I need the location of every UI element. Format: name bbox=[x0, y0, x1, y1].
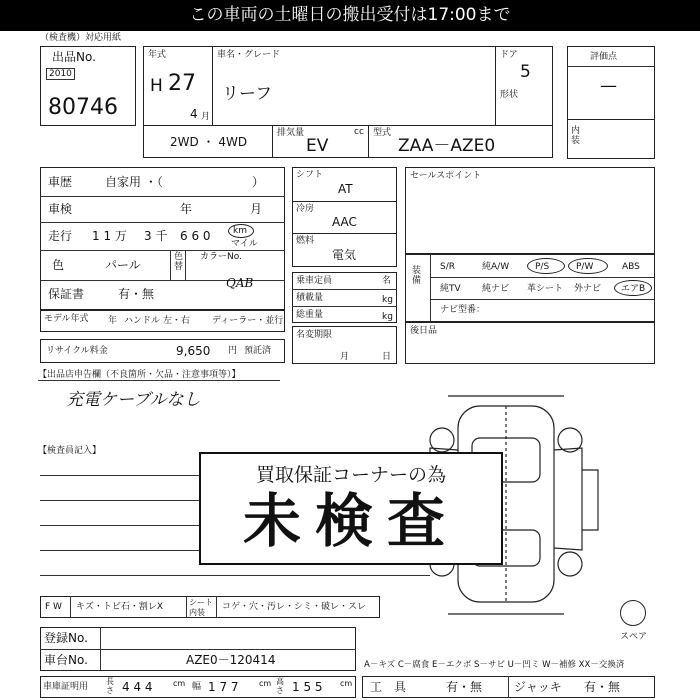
fuel-label: 燃料 bbox=[296, 236, 315, 246]
equip-ps: P/S bbox=[535, 262, 550, 272]
history-close: ） bbox=[252, 175, 265, 189]
capacity-gross-unit: kg bbox=[382, 312, 393, 322]
fw-label: F W bbox=[45, 602, 62, 612]
certificate-label: 車庫証明用 bbox=[43, 682, 89, 692]
mileage-label: 走行 bbox=[48, 229, 73, 243]
year-month-unit: 月 bbox=[201, 112, 211, 122]
name-change-day: 日 bbox=[382, 352, 392, 362]
dealer-text: ディーラー・並行 bbox=[212, 316, 284, 326]
car-name-label: 車名・グレード bbox=[217, 50, 281, 60]
equip-navi: 純ナビ bbox=[482, 284, 510, 294]
tools-value: 有・無 bbox=[446, 680, 483, 694]
mileage-sen: 3 千 bbox=[144, 229, 168, 243]
mileage-man: 1 1 万 bbox=[92, 229, 127, 243]
capacity-passengers-unit: 名 bbox=[382, 276, 392, 286]
inspection-label: 車検 bbox=[48, 202, 73, 216]
damage-legend: A－キズ C－腐食 E－エクボ S－サビ U－凹ミ W－補修 XX－交換済 bbox=[364, 660, 625, 670]
car-name-value: リーフ bbox=[222, 84, 273, 104]
lot-number-value: 80746 bbox=[48, 95, 118, 120]
unchecked-stamp bbox=[199, 452, 503, 565]
displacement-unit: cc bbox=[354, 127, 364, 137]
shift-label: シフト bbox=[296, 170, 324, 180]
displacement-value: EV bbox=[306, 136, 329, 156]
equip-airbag: エアB bbox=[621, 284, 646, 294]
equip-sr: S/R bbox=[440, 262, 455, 272]
warranty-label: 保証書 bbox=[48, 287, 85, 301]
year-month: 4 bbox=[190, 107, 198, 121]
equip-abs: ABS bbox=[622, 262, 640, 272]
post-fit-label: 後日品 bbox=[410, 326, 438, 336]
doors-value: 5 bbox=[520, 62, 531, 82]
ac-value: AAC bbox=[332, 215, 357, 229]
name-change-label: 名変期限 bbox=[296, 330, 333, 340]
color-change-label: 色替 bbox=[174, 252, 184, 272]
chassis-value: AZE0－120414 bbox=[186, 653, 276, 667]
jack-label: ジャッキ bbox=[514, 680, 562, 694]
form-header-text: （検査機）対応用紙 bbox=[40, 33, 122, 43]
registration-label: 登録No. bbox=[44, 631, 88, 645]
lot-number-label: 出品No. bbox=[52, 50, 96, 64]
equip-navi-model: ナビ型番： bbox=[440, 305, 486, 315]
equip-tv: 純TV bbox=[440, 284, 461, 294]
sales-point-label: セールスポイント bbox=[410, 171, 482, 181]
mileage-mile: マイル bbox=[231, 239, 258, 249]
stamp-line2: 未検査 bbox=[242, 487, 459, 555]
ac-label: 冷房 bbox=[296, 204, 315, 214]
tools-label: 工 具 bbox=[370, 680, 407, 694]
capacity-gross-label: 総重量 bbox=[296, 310, 324, 320]
color-value: パール bbox=[105, 258, 141, 272]
drive-value: 2WD ・ 4WD bbox=[170, 135, 248, 149]
width-unit: cm bbox=[259, 679, 272, 688]
capacity-passengers-label: 乗車定員 bbox=[296, 276, 333, 286]
equip-ext-navi: 外ナビ bbox=[574, 284, 602, 294]
history-label: 車歴 bbox=[48, 175, 73, 189]
height-value: 1 5 5 bbox=[292, 680, 323, 694]
capacity-load-unit: kg bbox=[382, 295, 393, 305]
saturday-pickup-banner: この車両の土曜日の搬出受付は17:00まで bbox=[0, 0, 700, 31]
interior-label: 内装 bbox=[571, 126, 581, 146]
spare-label: スペア bbox=[620, 632, 648, 642]
score-value: — bbox=[600, 76, 617, 96]
score-label: 評価点 bbox=[590, 52, 618, 62]
mileage-rest: 6 6 0 bbox=[180, 229, 211, 243]
lot-tag: 2010 bbox=[46, 68, 75, 80]
equip-leather: 革シート bbox=[527, 284, 564, 294]
stamp-line1: 買取保証コーナーの為 bbox=[255, 464, 446, 486]
displacement-label: 排気量 bbox=[277, 128, 305, 138]
recycle-value: 9,650 bbox=[176, 344, 211, 358]
history-value: 自家用 ・（ bbox=[105, 175, 163, 189]
seat-text: コゲ・穴・汚レ・シミ・破レ・スレ bbox=[222, 602, 367, 612]
declaration-note: 充電ケーブルなし bbox=[66, 390, 201, 410]
model-type-label: モデル年式 bbox=[44, 314, 89, 324]
height-label: 高さ bbox=[276, 677, 284, 695]
fw-text: キズ・トビ石・割レX bbox=[76, 602, 163, 612]
color-label: 色 bbox=[52, 258, 65, 272]
year-label: 年式 bbox=[148, 50, 167, 60]
handle-text: ハンドル 左・右 bbox=[124, 316, 190, 326]
jack-value: 有・無 bbox=[584, 680, 621, 694]
doors-label: ドア bbox=[500, 50, 518, 60]
model-type-year: 年 bbox=[108, 316, 118, 326]
height-unit: cm bbox=[340, 679, 353, 688]
seat-label: シート内装 bbox=[189, 598, 213, 617]
color-code-value: QAB bbox=[226, 276, 254, 290]
declaration-label: 【出品店申告欄（不良箇所・欠品・注意事項等）】 bbox=[38, 370, 241, 380]
inspection-year: 年 bbox=[180, 202, 193, 216]
width-value: 1 7 7 bbox=[208, 680, 239, 694]
inspection-month: 月 bbox=[250, 202, 263, 216]
color-code-label: カラーNo. bbox=[200, 252, 242, 262]
equip-pw: P/W bbox=[576, 262, 594, 272]
length-unit: cm bbox=[173, 679, 186, 688]
fuel-value: 電気 bbox=[332, 248, 357, 262]
warranty-value: 有・無 bbox=[118, 287, 155, 301]
inspector-label: 【検査員記入】 bbox=[38, 446, 102, 456]
name-change-month: 月 bbox=[340, 352, 350, 362]
chassis-label: 車台No. bbox=[44, 653, 88, 667]
length-label: 長さ bbox=[106, 677, 114, 695]
mileage-km: km bbox=[233, 226, 247, 236]
width-label: 幅 bbox=[192, 682, 202, 692]
shift-value: AT bbox=[338, 182, 353, 196]
length-value: 4 4 4 bbox=[122, 680, 153, 694]
capacity-load-label: 積載量 bbox=[296, 293, 324, 303]
model-value: ZAA－AZE0 bbox=[398, 136, 496, 156]
equip-aw: 純A/W bbox=[482, 262, 510, 272]
post-fit-cell bbox=[405, 322, 655, 364]
recycle-label: リサイクル料金 bbox=[46, 346, 108, 356]
model-label: 型式 bbox=[373, 128, 392, 138]
equipment-label: 装備 bbox=[412, 266, 422, 286]
year-value: 27 bbox=[168, 71, 196, 96]
recycle-status: 預託済 bbox=[244, 346, 272, 356]
spare-tire-icon bbox=[620, 600, 646, 626]
recycle-unit: 円 bbox=[228, 346, 238, 356]
shape-label: 形状 bbox=[500, 90, 519, 100]
year-era: H bbox=[150, 76, 163, 96]
